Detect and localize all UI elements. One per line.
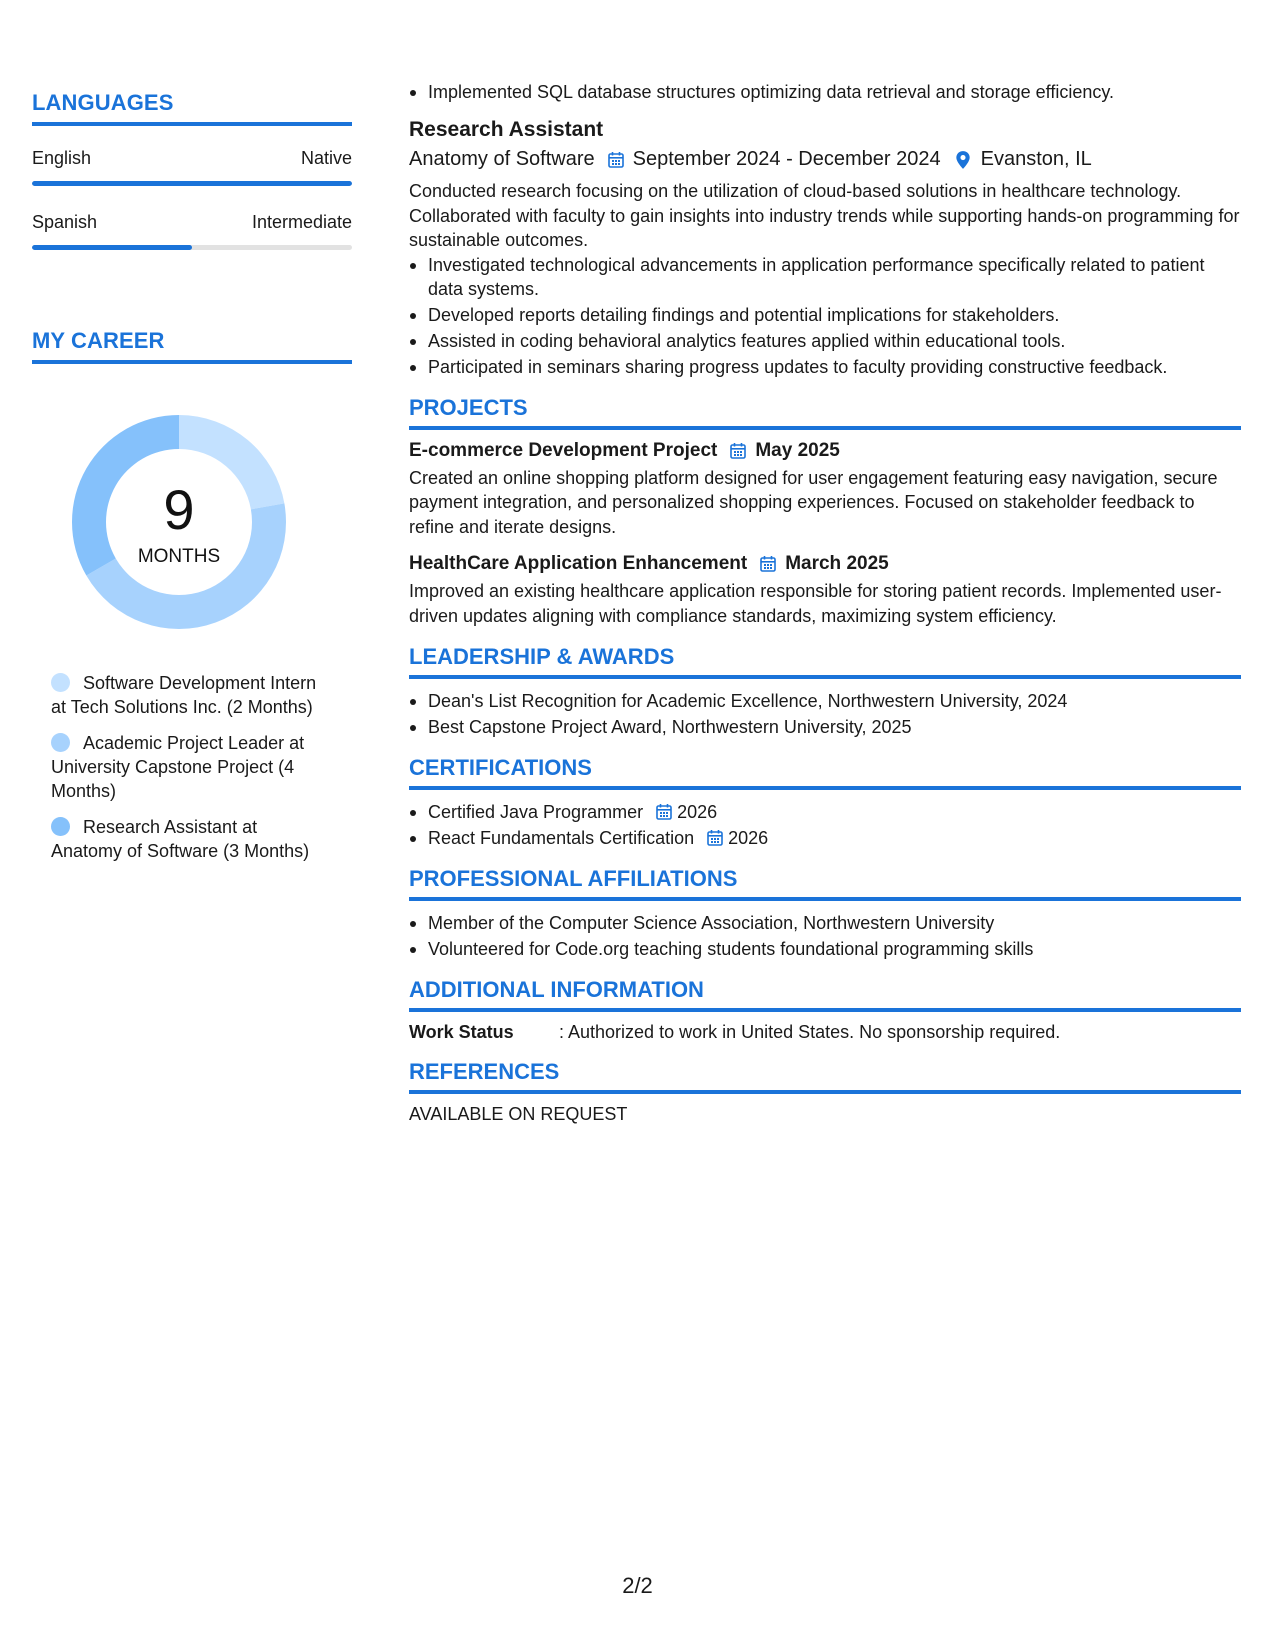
project-item [409, 553, 1241, 628]
bullet-item: Member of the Computer Science Association, Northwestern University [409, 911, 1241, 935]
work-status-value: : Authorized to work in United States. No sponsorship required. [559, 1022, 1061, 1042]
career-legend-item [51, 815, 326, 863]
donut-center [66, 409, 292, 635]
bullet-item: Investigated technological advancements in application performance specifically related to patient data systems. [409, 253, 1241, 301]
career-heading: MY CAREER [32, 328, 352, 364]
language-level-fill [32, 181, 352, 186]
project-description: Created an online shopping platform designed for user engagement featuring easy navigation, secure payment integration, and personalized shopping experiences. Focused on stakeholder feedback to refine and iterate designs. [409, 467, 1218, 537]
language-level-fill [32, 245, 192, 250]
calendar-icon [729, 442, 747, 460]
language-level-bar [32, 181, 352, 186]
page-number: 2/2 [622, 1573, 653, 1598]
legend-label: Academic Project Leader at University Capstone Project (4 Months) [51, 733, 305, 801]
left-column [32, 90, 352, 875]
job-location: Evanston, IL [980, 148, 1092, 170]
career-legend-item [51, 731, 326, 803]
bullet-item: Developed reports detailing findings and potential implications for stakeholders. [409, 303, 1241, 327]
language-spanish [32, 212, 352, 250]
affiliations-heading: PROFESSIONAL AFFILIATIONS [409, 866, 1241, 901]
language-level: Intermediate [251, 212, 352, 232]
career-legend-item [51, 671, 326, 719]
calendar-icon [759, 555, 777, 573]
bullet-item: Assisted in coding behavioral analytics features applied within educational tools. [409, 329, 1241, 353]
job-company: Anatomy of Software [409, 148, 595, 170]
bullet-item: Implemented SQL database structures optimizing data retrieval and storage efficiency. [409, 80, 1241, 104]
leadership-list [409, 689, 1241, 739]
legend-label: Software Development Intern at Tech Solutions Inc. (2 Months) [51, 673, 317, 717]
language-name: Spanish [32, 212, 98, 232]
project-item [409, 440, 1241, 540]
career-legend [51, 671, 326, 863]
job-bullets [409, 253, 1241, 379]
career-donut-chart [66, 409, 292, 635]
legend-label: Research Assistant at Anatomy of Software (3 Months) [51, 817, 310, 861]
language-level: Native [300, 148, 352, 168]
legend-dot [51, 817, 70, 836]
certification-year: 2026 [728, 828, 769, 848]
language-level-bar [32, 245, 352, 250]
project-date: March 2025 [785, 553, 889, 574]
bullet-item: Best Capstone Project Award, Northwestern University, 2025 [409, 715, 1241, 739]
certification-item [409, 800, 1241, 824]
legend-dot [51, 733, 70, 752]
work-status-key: Work Status [409, 1022, 514, 1042]
previous-job-bullets [409, 80, 1241, 104]
right-column [409, 80, 1241, 1125]
references-text: AVAILABLE ON REQUEST [409, 1104, 628, 1124]
calendar-icon [706, 829, 724, 847]
work-status-row [409, 1022, 1241, 1043]
project-name: E-commerce Development Project [409, 439, 718, 461]
certification-item [409, 826, 1241, 850]
legend-dot [51, 673, 70, 692]
job-dates: September 2024 - December 2024 [632, 148, 941, 170]
calendar-icon [655, 803, 673, 821]
career-total-value: 9 [163, 478, 195, 541]
project-date: May 2025 [755, 439, 840, 461]
language-name: English [32, 148, 92, 168]
job-title: Research Assistant [409, 118, 604, 141]
references-heading: REFERENCES [409, 1059, 1241, 1094]
job-summary: Conducted research focusing on the utilization of cloud-based solutions in healthcare technology. Collaborated with faculty to gain insights into industry trends while supporting hands-on programming for sustainable outcomes. [409, 181, 1240, 250]
certification-name: React Fundamentals Certification [428, 828, 695, 848]
certification-year: 2026 [677, 802, 718, 822]
calendar-icon [607, 151, 625, 169]
project-name: HealthCare Application Enhancement [409, 553, 748, 574]
leadership-heading: LEADERSHIP & AWARDS [409, 644, 1241, 679]
additional-info-heading: ADDITIONAL INFORMATION [409, 977, 1241, 1012]
language-english [32, 148, 352, 186]
project-description: Improved an existing healthcare application responsible for storing patient records. Implemented user-driven updates aligning with compliance standards, maximizing system efficiency. [409, 581, 1222, 626]
career-total-unit: MONTHS [137, 546, 221, 567]
languages-heading: LANGUAGES [32, 90, 352, 126]
projects-heading: PROJECTS [409, 395, 1241, 430]
affiliations-list [409, 911, 1241, 961]
certifications-heading: CERTIFICATIONS [409, 755, 1241, 790]
certification-name: Certified Java Programmer [428, 802, 644, 822]
bullet-item: Dean's List Recognition for Academic Excellence, Northwestern University, 2024 [409, 689, 1241, 713]
certifications-list [409, 800, 1241, 850]
bullet-item: Participated in seminars sharing progress updates to faculty providing constructive feedback. [409, 355, 1241, 379]
bullet-item: Volunteered for Code.org teaching students foundational programming skills [409, 937, 1241, 961]
job-meta [409, 148, 1241, 171]
location-pin-icon [953, 150, 973, 170]
